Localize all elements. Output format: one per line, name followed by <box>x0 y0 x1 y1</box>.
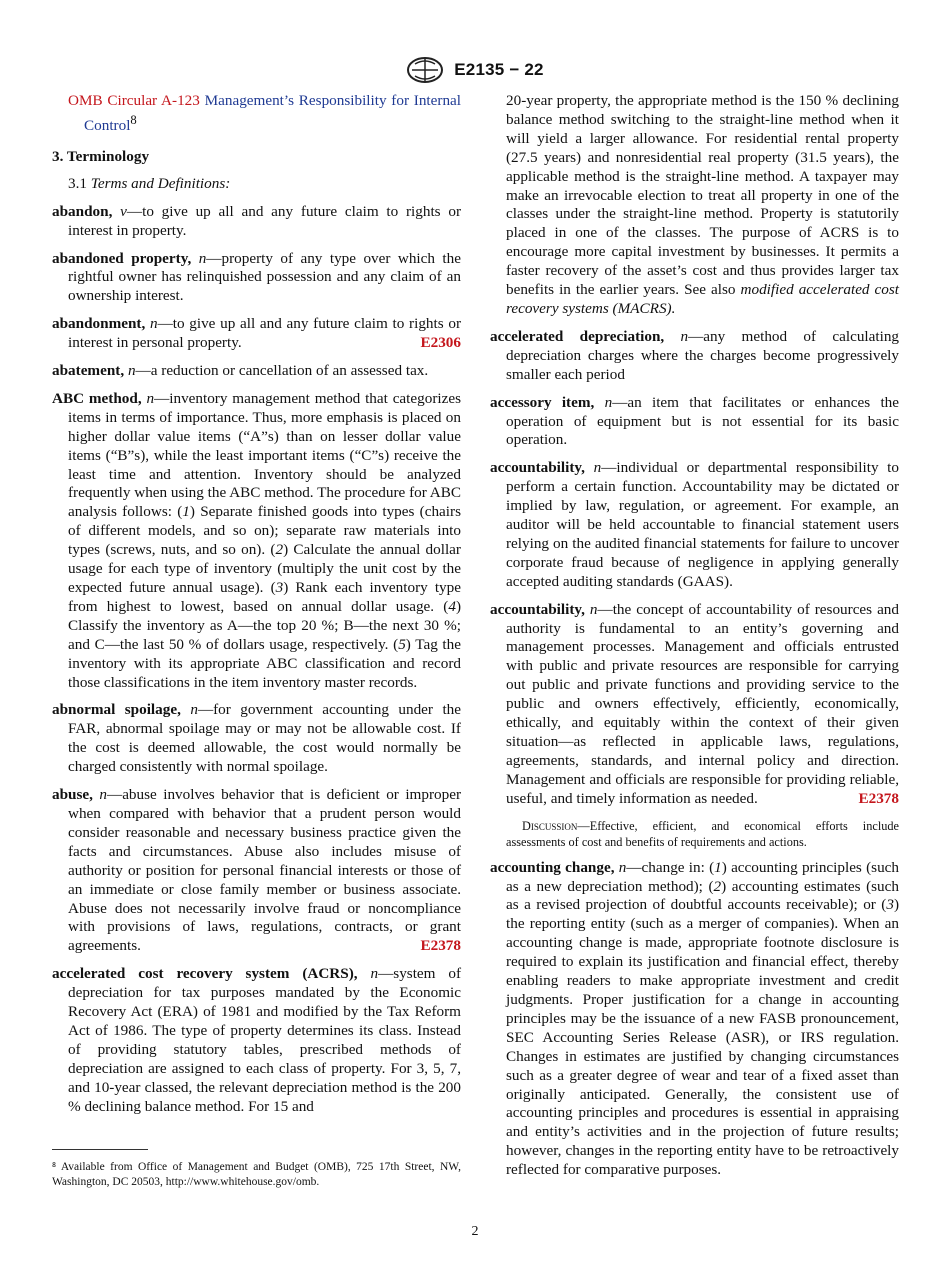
term-name: abnormal spoilage, <box>52 701 181 719</box>
term-definition: —to give up all and any future claim to rights or interest in personal property. <box>68 315 461 352</box>
term-definition: —any method of calculating depreciation charges where the charges become progressively smaller each period <box>506 327 900 383</box>
term-entry <box>52 203 461 241</box>
part-of-speech: n <box>149 315 158 333</box>
left-term-list <box>52 203 461 1117</box>
footnote: ⁸ Available from Office of Management and Budget (OMB), 725 17th Street, NW, Washington, DC 20503, http://www.whitehouse.gov/omb. <box>52 1161 461 1188</box>
term-name: ABC method, <box>52 389 142 407</box>
term-name: accountability, <box>490 600 585 618</box>
footnote-divider <box>52 1149 148 1150</box>
term-entry <box>490 328 899 385</box>
part-of-speech: n <box>190 701 198 719</box>
term-definition: —change in: (1) accounting principles (such as a new depreciation method); (2) accounting estimates (such as a revised projection of doubtful accounts receivable); or (3) the reporting entity (such as a merger of companies). When an accounting change is made, appropriate footnote disclosure is required to explain its justification and financial effect, thereby enabling readers to make appropriate investment and credit judgments. Proper justification for a change in accounting principles may be the issuance of a new FASB pronouncement, SEC Accounting Series Release (ASR), or IRS regulation. Changes in estimates are justified by changing circumstances such as a greater degree of wear and tear of a fixed asset than originally anticipated. Generally, the consistent use of accounting principles and procedures is essential in appraising and entity’s activities and in the projection of future results; however, changes in the reporting entity have to be retroactively reflected for comparative purposes. <box>506 858 899 1179</box>
term-name: accountability, <box>490 459 585 477</box>
term-definition: —a reduction or cancellation of an assessed tax. <box>135 362 429 380</box>
omb-reference <box>68 92 461 136</box>
term-entry <box>490 459 899 591</box>
page-number: 2 <box>471 1224 479 1239</box>
standard-reference-link[interactable]: E2378 <box>858 789 899 807</box>
part-of-speech: n <box>680 327 689 345</box>
term-definition: —an item that facilitates or enhances the operation of equipment but is not essential for its basic operation. <box>506 393 899 449</box>
omb-circular-id[interactable]: OMB Circular A-123 <box>68 92 200 109</box>
document-designation: E2135 − 22 <box>454 60 544 79</box>
term-entry <box>52 965 461 1116</box>
term-name: abatement, <box>52 362 125 380</box>
part-of-speech: n <box>198 249 207 267</box>
omb-circular-title[interactable]: Management’s Responsibility for Internal Control <box>84 92 462 134</box>
term-definition: —inventory management method that categorizes items in terms of importance. Thus, more emphasis is placed on higher dollar value items (“A”s) than on lesser dollar value items (“B”s), while the least important items (“C”s) receive the least time and attention. Inventory should be analyzed frequently when using the ABC method. The procedure for ABC analysis follows: (1) Separate finished goods into types (chairs of different models, and so on); separate raw materials into types (screws, nuts, and so on). (2) Calculate the annual dollar usage for each type of inventory (multiply the unit cost by the expected future annual usage). (3) Rank each inventory type from highest to lowest, based on annual dollar usage. (4) Classify the inventory as A—the top 20 %; B—the next 30 %; and C—the last 50 % of dollars usage, respectively. (5) Tag the inventory with its appropriate ABC classification and record those classifications in the item inventory master records. <box>68 389 461 691</box>
discussion-note <box>506 818 899 850</box>
term-definition: —for government accounting under the FAR, abnormal spoilage may or may not be allowable cost. If the cost is deemed allowable, the cost would normally be charged consistently with normal spoilage. <box>68 701 462 776</box>
part-of-speech: n <box>618 858 627 876</box>
term-entry <box>52 315 461 353</box>
right-column <box>490 92 899 1189</box>
acrs-continuation: 20-year property, the appropriate method is the 150 % declining balance method switching to the straight-line method when it will yield a larger allowance. For residential rental property (27.5 years) and nonresidential real property (31.5 years), the applicable method is the straight-line method. A taxpayer may make an irrevocable election to treat all property in one of the classes under the straight-line method. Property is statutorily placed in one of the classes. The purpose of ACRS is to encourage more capital investment by businesses. It permits a faster recovery of the asset’s cost and thus provides larger tax benefits in the earlier years. See also modified accelerated cost recovery systems (MACRS). <box>506 92 899 317</box>
part-of-speech: n <box>604 393 613 411</box>
term-name: accelerated cost recovery system (ACRS), <box>52 965 358 983</box>
page-header <box>0 56 950 84</box>
term-definition: —property of any type over which the rightful owner has relinquished possession and any claim of an ownership interest. <box>68 249 461 305</box>
term-name: abuse, <box>52 786 93 804</box>
discussion-label: Discussion <box>522 818 578 833</box>
astm-logo-icon <box>406 56 444 84</box>
standard-reference-link[interactable]: E2306 <box>420 334 461 352</box>
term-definition: —to give up all and any future claim to rights or interest in property. <box>68 202 462 239</box>
section-title: 3. Terminology <box>52 147 150 165</box>
left-column <box>52 92 461 1125</box>
term-name: accessory item, <box>490 393 595 411</box>
part-of-speech: n <box>127 362 136 380</box>
term-name: abandonment, <box>52 315 146 333</box>
term-definition: —system of depreciation for tax purposes mandated by the Economic Recovery Act (ERA) of 1981 and modified by the Tax Reform Act of 1986. The type of property determines its class. Instead of providing statutory tables, prescribed methods of depreciation are assigned to each class of property. For 3, 5, 7, and 10-year classed, the relevant depreciation method is the 200 % declining balance method. For 15 and <box>68 965 462 1115</box>
term-entry <box>52 701 461 777</box>
part-of-speech: v <box>120 202 127 220</box>
term-definition: —abuse involves behavior that is deficient or improper when compared with behavior that a prudent person would consider reasonable and necessary business practice given the facts and circumstances. Abuse also includes misuse of authority or position for personal financial interests or those of an immediate or close family member or business associate. Abuse does not necessarily involve fraud or noncompliance with provisions of laws, regulations, contracts, or grant agreements. <box>68 786 461 955</box>
term-entry <box>52 390 461 693</box>
term-entry <box>52 250 461 307</box>
term-name: accounting change, <box>490 858 615 876</box>
term-entry <box>52 786 461 956</box>
term-definition: —individual or departmental responsibility to perform a certain function. Accountability may be dictated or implied by law, regulation, or agreement. For example, an auditor will be held accountable to financial statement users relying on the audited financial statements for failure to uncover corporate fraud because of negligence in applying generally accepted auditing standards (GAAS). <box>506 459 900 590</box>
part-of-speech: n <box>589 600 598 618</box>
part-of-speech: n <box>370 965 379 983</box>
footnote-marker[interactable]: 8 <box>130 112 137 127</box>
standard-reference-link[interactable]: E2378 <box>420 937 461 955</box>
right-term-list <box>490 328 899 1180</box>
term-definition: —the concept of accountability of resources and authority is fundamental to an entity’s governing and management processes. Management and officials entrusted with public and private resources are responsible for carrying out public and private functions and providing service to the public and owners effectively, efficiently, economically, ethically, and equitably within the context of their given situation—as reflected in applicable laws, regulations, agreements, standards, and internal policy and direction. Management and officials are responsible for providing reliable, useful, and timely information as needed. <box>506 600 899 807</box>
discussion-text: —Effective, efficient, and economical efforts include assessments of cost and benefits of requirements and actions. <box>506 818 899 849</box>
term-name: abandon, <box>52 202 113 220</box>
term-entry <box>490 601 899 809</box>
term-entry <box>52 362 461 381</box>
part-of-speech: n <box>99 786 107 804</box>
term-name: accelerated depreciation, <box>490 327 665 345</box>
subsection-heading: 3.1 Terms and Definitions: <box>68 174 231 192</box>
term-name: abandoned property, <box>52 249 192 267</box>
term-entry <box>490 859 899 1180</box>
part-of-speech: n <box>593 459 602 477</box>
term-entry <box>490 394 899 451</box>
part-of-speech: n <box>146 389 155 407</box>
